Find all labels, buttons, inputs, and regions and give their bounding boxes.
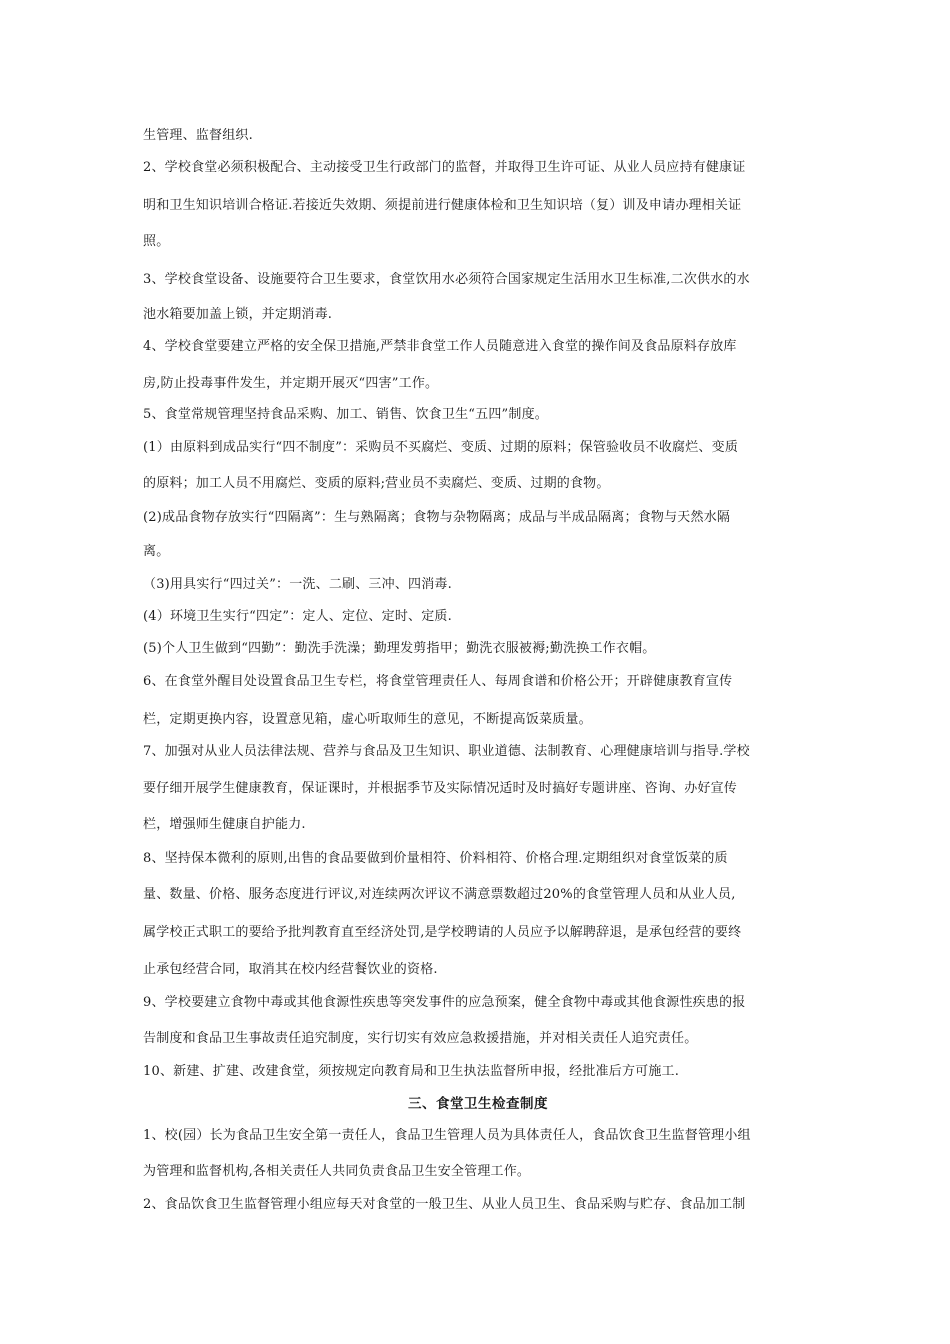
text-line: 照。 <box>143 234 170 249</box>
text-line: 量、数量、价格、服务态度进行评议,对连续两次评议不满意票数超过20%的食堂管理人员和从业人员, <box>143 887 736 902</box>
text-line: 2、学校食堂必须积极配合、主动接受卫生行政部门的监督，并取得卫生许可证、从业人员应持有健康证 <box>143 160 746 175</box>
text-line: （3)用具实行“四过关”：一洗、二刷、三冲、四消毒. <box>143 577 452 592</box>
text-line: 7、加强对从业人员法律法规、营养与食品及卫生知识、职业道德、法制教育、心理健康培训与指导.学校 <box>143 744 750 759</box>
text-line: 告制度和食品卫生事故责任追究制度，实行切实有效应急救援措施，并对相关责任人追究责任。 <box>143 1031 698 1046</box>
text-line: 3、学校食堂设备、设施要符合卫生要求，食堂饮用水必须符合国家规定生活用水卫生标准,二次供水的水 <box>143 272 750 287</box>
text-line: 生管理、监督组织. <box>143 128 253 143</box>
text-line: 9、学校要建立食物中毒或其他食源性疾患等突发事件的应急预案，健全食物中毒或其他食源性疾患的报 <box>143 995 746 1010</box>
text-line: 1、校(园）长为食品卫生安全第一责任人，食品卫生管理人员为具体责任人，食品饮食卫生监督管理小组 <box>143 1128 751 1143</box>
text-line: (1）由原料到成品实行“四不制度”：采购员不买腐烂、变质、过期的原料；保管验收员不收腐烂、变质 <box>143 440 739 455</box>
text-line: 8、坚持保本微利的原则,出售的食品要做到价量相符、价料相符、价格合理.定期组织对食堂饭菜的质 <box>143 851 728 866</box>
text-line: (5)个人卫生做到“四勤”：勤洗手洗澡；勤理发剪指甲；勤洗衣服被褥;勤洗换工作衣帽。 <box>143 641 656 656</box>
text-line: 属学校正式职工的要给予批判教育直至经济处罚,是学校聘请的人员应予以解聘辞退，是承包经营的要终 <box>143 925 742 940</box>
text-line: 离。 <box>143 544 170 559</box>
text-line: 池水箱要加盖上锁，并定期消毒. <box>143 307 333 322</box>
text-line: 栏，增强师生健康自护能力. <box>143 817 306 832</box>
text-line: 5、食堂常规管理坚持食品采购、加工、销售、饮食卫生“五四”制度。 <box>143 407 548 422</box>
text-line: 为管理和监督机构,各相关责任人共同负责食品卫生安全管理工作。 <box>143 1164 531 1179</box>
text-line: 10、新建、扩建、改建食堂，须按规定向教育局和卫生执法监督所申报，经批准后方可施工. <box>143 1064 680 1079</box>
text-line: 4、学校食堂要建立严格的安全保卫措施,严禁非食堂工作人员随意进入食堂的操作间及食品原料存放库 <box>143 339 737 354</box>
text-line: (4）环境卫生实行“四定”：定人、定位、定时、定质. <box>143 609 452 624</box>
text-line: 6、在食堂外醒目处设置食品卫生专栏，将食堂管理责任人、每周食谱和价格公开；开辟健康教育宣传 <box>143 674 733 689</box>
text-line: 明和卫生知识培训合格证.若接近失效期、须提前进行健康体检和卫生知识培（复）训及申请办理相关证 <box>143 198 742 213</box>
text-line: 止承包经营合同，取消其在校内经营餐饮业的资格. <box>143 962 438 977</box>
text-line: 栏，定期更换内容，设置意见箱，虚心听取师生的意见，不断提高饭菜质量。 <box>143 712 592 727</box>
text-line: 2、食品饮食卫生监督管理小组应每天对食堂的一般卫生、从业人员卫生、食品采购与贮存、食品加工制 <box>143 1197 746 1212</box>
text-line: 的原料；加工人员不用腐烂、变质的原料;营业员不卖腐烂、变质、过期的食物。 <box>143 476 610 491</box>
section-title: 三、食堂卫生检查制度 <box>408 1096 548 1112</box>
text-line: 房,防止投毒事件发生，并定期开展灭“四害”工作。 <box>143 376 439 391</box>
text-line: (2)成品食物存放实行“四隔离”：生与熟隔离；食物与杂物隔离；成品与半成品隔离；食物与天然水隔 <box>143 510 731 525</box>
text-line: 要仔细开展学生健康教育，保证课时，并根据季节及实际情况适时及时搞好专题讲座、咨询、办好宣传 <box>143 781 738 796</box>
